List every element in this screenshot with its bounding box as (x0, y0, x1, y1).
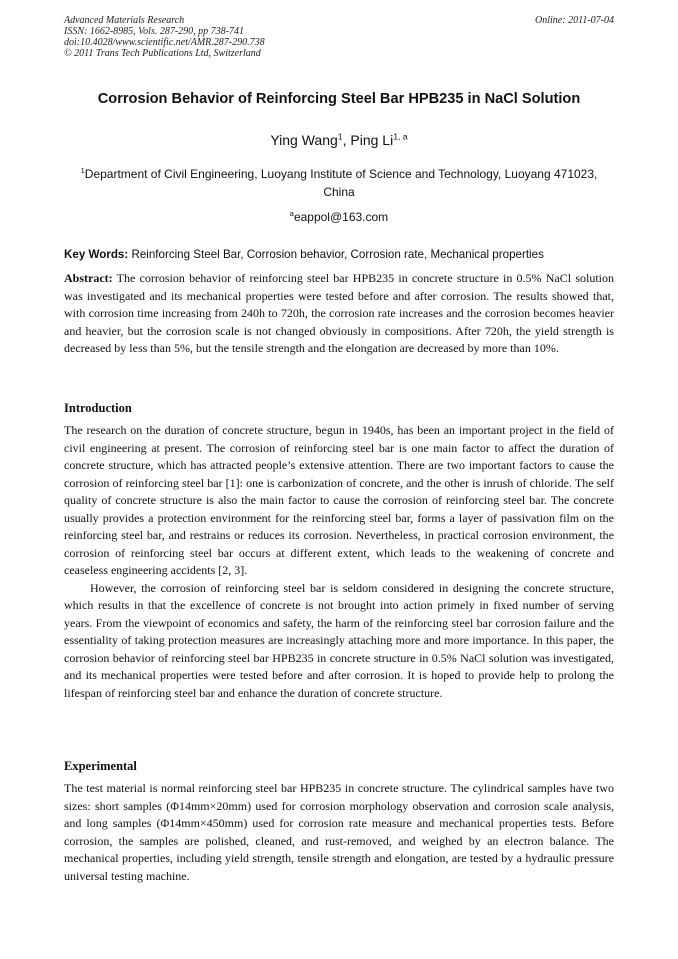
email-address[interactable]: eappol@163.com (293, 210, 389, 224)
author-line (40, 130, 638, 150)
abstract (64, 270, 614, 358)
introduction-heading: Introduction (64, 401, 132, 415)
introduction-paragraph: However, the corrosion of reinforcing steel bar is seldom considered in designing the concrete structure, which results in that the excellence of concrete is not brought into action primely in fixed number of serving years. From the viewpoint of economics and safety, the harm of the reinforcing steel bar corrosion failure and the essentiality of taking protection measures are increasingly attaching more and more importance. In this paper, the corrosion behavior of reinforcing steel bar HPB235 in concrete structure in 0.5% NaCl solution was investigated, and its mechanical properties were tested before and after corrosion. It is hoped to provide help to prolong the lifespan of reinforcing steel bar and enhance the duration of concrete structure. (64, 580, 614, 700)
contact-email (64, 209, 614, 225)
author-affiliation-mark: 1 (337, 131, 343, 142)
abstract-label: Abstract: (64, 271, 113, 285)
introduction-paragraph: The research on the duration of concrete structure, begun in 1940s, has been an important project in the field of civil engineering at present. The corrosion of reinforcing steel bar is one main factor to affect the duration of concrete structure, which has attracted people’s extensive attention. There are two important factors to cause the corrosion of reinforcing steel bar [1]: one is carbonization of concrete, and the other is inrush of chloride. The self quality of concrete structure is also the main factor to cause the corrosion of reinforcing steel bar. The concrete usually provides a protection environment for the reinforcing steel bar, forms a layer of passivation film on the reinforcing steel bar, and restrains or reduces its corrosion. Nevertheless, in practical corrosion environment, the corrosion of reinforcing steel bar occurs at different extent, which leads to the weakening of concrete and ceaseless engineering accidents [2, 3]. (64, 423, 614, 577)
author-name: Ping Li (350, 132, 394, 148)
experimental-paragraph: The test material is normal reinforcing steel bar HPB235 in concrete structure. The cylindrical samples have two sizes: short samples (Φ14mm×20mm) used for corrosion morphology observation and corrosion scale analysis, and long samples (Φ14mm×450mm) used for corrosion rate measure and mechanical properties tests. Before corrosion, the samples are polished, cleaned, and rust-removed, and weighed by an electron balance. The mechanical properties, including yield strength, tensile strength and elongation, are tested by a hydraulic pressure universal testing machine. (64, 781, 614, 883)
author-separator: , (342, 132, 351, 148)
keywords (64, 247, 614, 263)
author-affiliation-mark: 1, a (393, 131, 408, 142)
keywords-text: Reinforcing Steel Bar, Corrosion behavior, Corrosion rate, Mechanical properties (128, 248, 544, 261)
journal-name: Advanced Materials Research (64, 15, 185, 26)
author-name: Ying Wang (270, 132, 338, 148)
paper-title: Corrosion Behavior of Reinforcing Steel Bar HPB235 in NaCl Solution (97, 91, 581, 107)
keywords-label: Key Words: (64, 248, 129, 261)
email-mark: a (289, 209, 294, 218)
online-date: Online: 2011-07-04 (535, 15, 614, 26)
issn-line: ISSN: 1662-8985, Vols. 287-290, pp 738-741 (64, 26, 244, 37)
experimental-section (64, 780, 614, 885)
doi-line: doi:10.4028/www.scientific.net/AMR.287-290.738 (64, 37, 265, 48)
abstract-text: The corrosion behavior of reinforcing steel bar HPB235 in concrete structure in 0.5% NaCl solution was investigated and its mechanical properties were tested before and after corrosion. The results showed that, with corrosion time increasing from 240h to 720h, the corrosion rate increases and the corrosion becomes heavier and heavier, but the corrosion scale is not changed obviously in compositions. After 720h, the yield strength is decreased by less than 5%, but the tensile strength and the elongation are decreased by more than 10%. (64, 271, 614, 355)
copyright-line: © 2011 Trans Tech Publications Ltd, Switzerland (64, 48, 261, 59)
affiliation-mark: 1 (80, 166, 85, 175)
affiliation-text: Department of Civil Engineering, Luoyang Institute of Science and Technology, Luoyang 471023, China (84, 167, 598, 199)
introduction-section (64, 422, 614, 702)
journal-header (64, 15, 614, 59)
experimental-heading: Experimental (64, 759, 137, 773)
affiliation (64, 166, 614, 201)
